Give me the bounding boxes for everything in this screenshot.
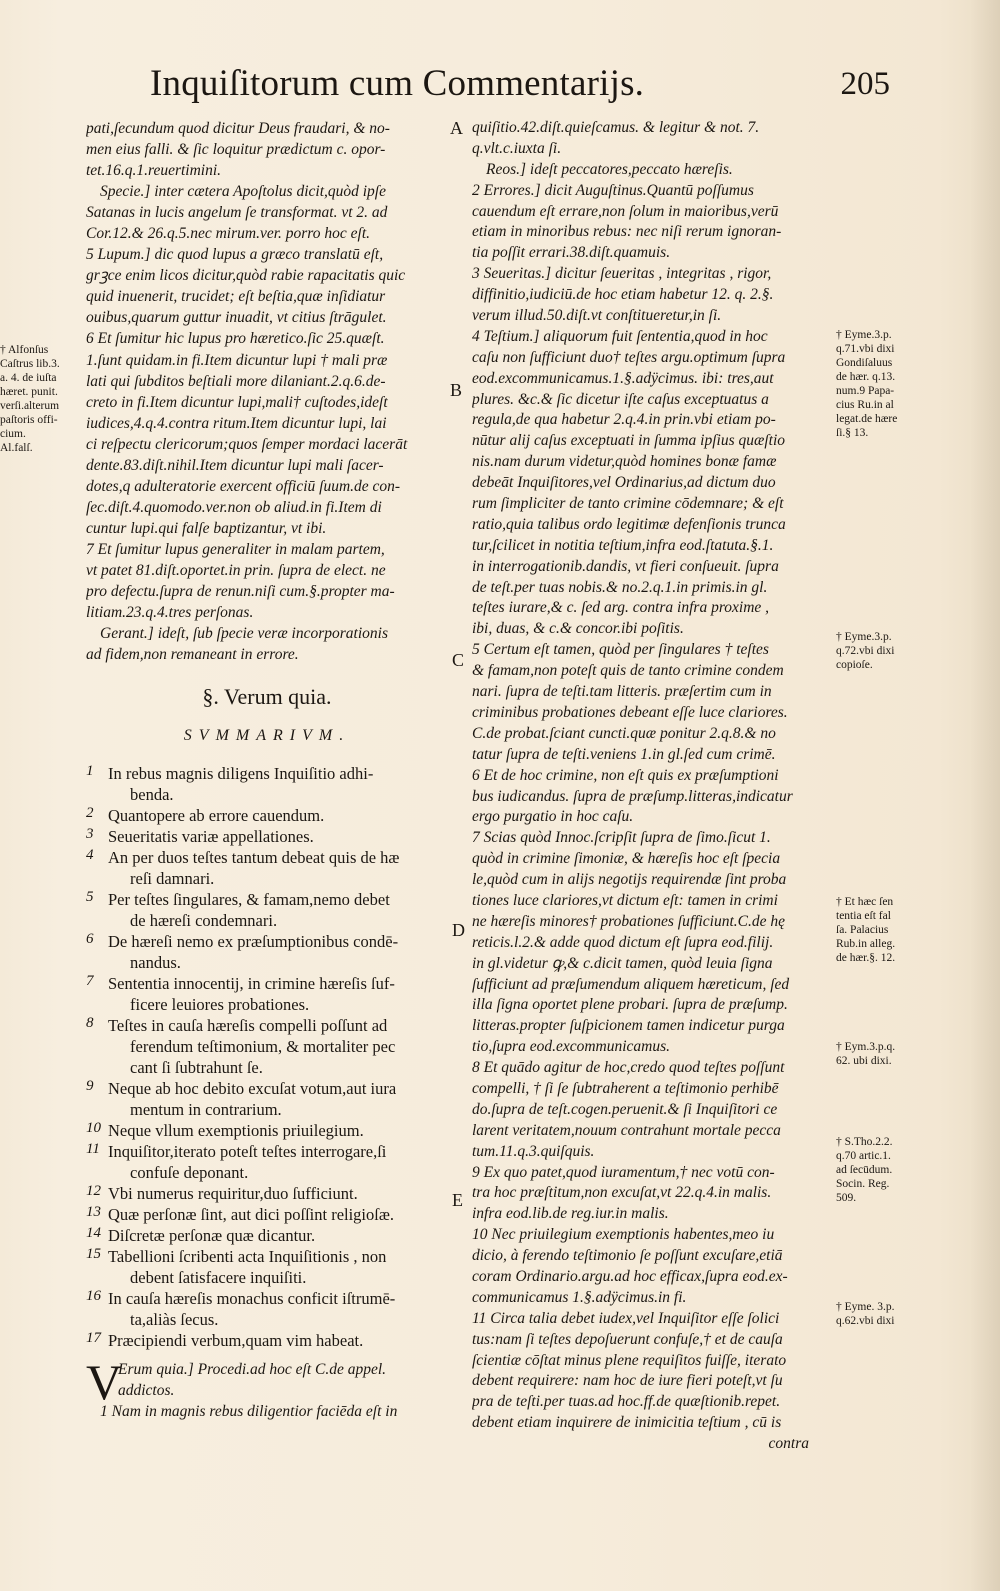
summarium-item [86, 1204, 448, 1225]
margin-note-line: Socin. Reg. [836, 1178, 890, 1190]
margin-note-line: legat.de hære [836, 413, 898, 425]
summarium-item-text: Teſtes in cauſa hæreſis compelli poſſunt ad [108, 1016, 388, 1036]
margin-note-line: † Et hæc ſen [836, 896, 894, 908]
commentary-line: creto in fi.Item dicuntur lupi,mali† cuſtodes,ideſt [86, 393, 388, 411]
summarium-item [86, 973, 448, 1015]
summarium-item-number: 4 [86, 847, 94, 864]
commentary-line: tatur ſupra de teſti.veniens 1.in gl.ſed cum crimē. [472, 745, 776, 763]
commentary-line: pro defectu.ſupra de renun.niſi cum.§.propter ma- [86, 583, 395, 601]
summarium-item-number: 11 [86, 1141, 100, 1158]
margin-note-line: ſa. Palacius [836, 924, 889, 936]
summarium-item-number: 5 [86, 889, 94, 906]
summarium-item-text: Tabellioni ſcribenti acta Inquiſitionis , non [108, 1247, 387, 1267]
commentary-line: ouibus,quarum guttur inuadit, vt citius ſtrāgulet. [86, 309, 387, 327]
commentary-line: ſcientiæ cōſtat minus plene requiſitos fuiſſe, iterato [472, 1351, 787, 1369]
margin-note-line: † S.Tho.2.2. [836, 1136, 893, 1148]
commentary-line: 6 Et ſumitur hic lupus pro hæretico.ſic 25.quæſt. [86, 330, 385, 348]
commentary-line: dicio, à ferendo teſtimonio ſe poſſunt excuſare,etiā [472, 1247, 783, 1265]
summarium-item-text: ta,aliàs ſecus. [130, 1310, 219, 1330]
margin-note-line: ſi.§ 13. [836, 427, 869, 439]
commentary-line: q.vlt.c.iuxta ſi. [472, 139, 562, 157]
summarium-item-text: Per teſtes ſingulares, & famam,nemo debet [108, 890, 390, 910]
summarium-item-text: ferendum teſtimonium, & mortaliter pec [130, 1037, 396, 1057]
commentary-line: larent veritatem,nouum contrahunt mortale pecca [472, 1121, 781, 1139]
right-margin-note-6 [836, 1300, 894, 1328]
margin-note-line: † Eyme.3.p. [836, 329, 892, 341]
commentary-line: 7 Et ſumitur lupus generaliter in malam partem, [86, 540, 385, 558]
commentary-line: tiones luce clariores,vt dictum eſt: tamen in crimi [472, 891, 778, 909]
commentary-line: litiam.23.q.4.tres perſonas. [86, 604, 254, 622]
summarium-item-number: 2 [86, 805, 94, 822]
commentary-line: quiſitio.42.diſt.quieſcamus. & legitur & not. 7. [472, 119, 760, 136]
commentary-line: plures. &c.& ſic dicetur iſte caſus exceptuatus a [472, 390, 769, 408]
summarium-item [86, 1288, 448, 1330]
section-title: §. Verum quia. [202, 684, 332, 710]
commentary-line: coram Ordinario.argu.ad hoc efficax,ſupra eod.ex- [472, 1267, 788, 1285]
commentary-line: quid inuenerit, trucidet; eſt beſtia,quæ inſidiatur [86, 288, 386, 306]
commentary-line: reticis.l.2.& adde quod dictum eſt ſupra eod.filij. [472, 933, 774, 951]
commentary-line: Gerant.] ideſt, ſub ſpecie veræ incorporationis [100, 625, 389, 643]
commentary-line: 7 Scias quòd Innoc.ſcripſit ſupra de ſimo.ſicut 1. [472, 829, 771, 847]
commentary-line: tur,ſcilicet in notitia teſtium,infra eod.ſtatuta.§.1. [472, 536, 774, 554]
summarium-item-text: Quæ perſonæ ſint, aut dici poſſint religioſæ. [108, 1205, 394, 1225]
commentary-line: 1.ſunt quidam.in fi.Item dicuntur lupi † mali præ [86, 351, 388, 369]
commentary-line: 6 Et de hoc crimine, non eſt quis ex præſumptioni [472, 766, 779, 784]
summarium-item-text: nandus. [130, 953, 181, 973]
commentary-line: & famam,non poteſt quis de tanto crimine condem [472, 662, 784, 680]
margin-note-line: 509. [836, 1192, 857, 1204]
summarium-item-text: ficere leuiores probationes. [130, 995, 310, 1015]
summarium-item-text: de hæreſi condemnari. [130, 911, 278, 931]
margin-note-line: † Eyme. 3.p. [836, 1301, 895, 1313]
summarium-item [86, 1015, 448, 1078]
commentary-line: ſec.diſt.4.quomodo.ver.non ob aliud.in fi.Item di [86, 498, 382, 516]
summarium-item [86, 1141, 448, 1183]
summarium-item [86, 805, 448, 826]
catchword: contra [768, 1435, 809, 1453]
margin-note-line: de hær. q.13. [836, 371, 896, 383]
summarium-item [86, 1225, 448, 1246]
summarium-list [86, 763, 448, 1351]
commentary-line: teſtes iurare,& c. ſed arg. contra infra proxime , [472, 599, 770, 617]
margin-note-line: q.71.vbi dixi [836, 343, 895, 355]
commentary-line: litteras.propter ſuſpicionem tamen indicetur purga [472, 1017, 785, 1035]
commentary-line: lati qui ſubditos beſtiali more dilaniant.2.q.6.de- [86, 372, 386, 390]
commentary-line: tra hoc præſtitum,non excuſat,vt 22.q.4.in malis. [472, 1184, 772, 1202]
commentary-line: men eius falli. & ſic loquitur prædictum c. opor- [86, 141, 386, 159]
commentary-line: in interrogationib.dandis, vt fieri conſueuit. ſupra [472, 557, 779, 575]
closing-line: 1 Nam in magnis rebus diligentior faciēda eſt in [100, 1403, 398, 1421]
summarium-item-number: 10 [86, 1120, 101, 1137]
commentary-line: rum ſimpliciter de tanto crimine cōdemnare; & eſt [472, 495, 784, 513]
commentary-line: 10 Nec priuilegium exemptionis habentes,meo iu [472, 1226, 775, 1244]
running-head [150, 62, 890, 114]
margin-note-line: † Eym.3.p.q. [836, 1041, 896, 1053]
commentary-line: communicamus 1.§.adÿcimus.in fi. [472, 1288, 687, 1306]
summarium-item-text: confuſe deponant. [130, 1163, 249, 1183]
margin-note-line: cium. [0, 428, 26, 440]
commentary-line: 9 Ex quo patet,quod iuramentum,† nec votū con- [472, 1163, 775, 1181]
commentary-line: caſu non ſufficiunt duo† teſtes argu.optimum ſupra [472, 348, 786, 366]
commentary-line: ſufficiunt ad præſumendum aliquem hæreticum, ſed [472, 975, 790, 993]
commentary-line: ad fidem,non remaneant in errore. [86, 646, 299, 664]
left-column-commentary [86, 118, 448, 665]
commentary-line: Specie.] inter cætera Apoſtolus dicit,quòd ipſe [100, 183, 386, 201]
summarium-item-number: 6 [86, 931, 94, 948]
commentary-line: de teſt.per tuas nobis.& no.2.q.1.in primis.in gl. [472, 578, 768, 596]
margin-note-line: de hær.§. 12. [836, 952, 896, 964]
summarium-item [86, 1330, 448, 1351]
commentary-line: C.de probat.ſciant cuncti.quæ ponitur 2.q.8.& no [472, 724, 776, 742]
margin-note-line: Al.falſ. [0, 442, 33, 454]
margin-note-line: verſi.alterum [0, 400, 60, 412]
commentary-line: debeāt Inquiſitores,vel Ordinarius,ad dictum duo [472, 474, 776, 492]
commentary-line: Reos.] ideſt peccatores,peccato hæreſis. [486, 160, 733, 178]
summarium-item-text: In rebus magnis diligens Inquiſitio adhi- [108, 764, 374, 784]
commentary-line: quòd in crimine ſimoniæ, & hæreſis hoc eſt ſpecia [472, 850, 781, 868]
commentary-line: Satanas in lucis angelum ſe transformat. vt 2. ad [86, 204, 388, 222]
summarium-item-number: 8 [86, 1015, 94, 1032]
commentary-line: eod.excommunicamus.1.§.adÿcimus. ibi: tres,aut [472, 369, 774, 387]
margin-note-line: q.72.vbi dixi [836, 645, 895, 657]
commentary-line: nūtur alij caſus exceptuati in ſumma ipſius quæſtio [472, 432, 785, 450]
margin-note-line: hæret. punit. [0, 386, 58, 398]
right-margin-note-1 [836, 328, 897, 440]
summarium-item-number: 1 [86, 763, 94, 780]
commentary-line: ergo purgatio in hoc caſu. [472, 808, 634, 826]
page-edge-shadow [970, 0, 1000, 1591]
commentary-line: debent requirere: nam hoc de iure fieri poteſt,vt ſu [472, 1372, 783, 1390]
commentary-line: vt patet 81.diſt.oportet.in prin. ſupra de elect. ne [86, 561, 386, 579]
right-column-commentary [472, 118, 829, 1434]
summarium-item-text: cant ſi ſubtrahunt ſe. [130, 1058, 263, 1078]
right-margin-note-2 [836, 630, 894, 672]
commentary-line: infra eod.lib.de reg.iur.in malis. [472, 1205, 669, 1223]
running-title: Inquiſitorum cum Commentarijs. [150, 63, 645, 104]
summarium-item [86, 931, 448, 973]
commentary-line: ne hæreſis minores† probationes ſufficiunt.C.de hę [472, 912, 785, 930]
summarium-item-text: mentum in contrarium. [130, 1100, 282, 1120]
commentary-line: verum illud.50.diſt.vt conſtitueretur,in ſi. [472, 307, 722, 325]
drop-cap: V [86, 1354, 123, 1411]
summarium-item-text: Inquiſitor,iterato poteſt teſtes interrogare,ſi [108, 1142, 387, 1162]
commentary-line: 5 Certum eſt tamen, quòd per ſingulares † teſtes [472, 641, 769, 659]
commentary-line: iudices,4.q.4.contra ritum.Item dicuntur lupi, lai [86, 414, 387, 432]
commentary-line: debent etiam inquirere de inimicitia teſtium , cū is [472, 1414, 782, 1432]
commentary-line: bus iudicandus. ſupra de præſump.litteras,indicatur [472, 787, 793, 805]
summarium-item-text: An per duos teſtes tantum debeat quis de hæ [108, 848, 400, 868]
summarium-item-text: De hæreſi nemo ex præſumptionibus condē- [108, 932, 399, 952]
margin-letter-c: C [452, 650, 465, 670]
summarium-item-text: debent ſatisfacere inquiſiti. [130, 1268, 307, 1288]
margin-letter-b: B [450, 380, 463, 400]
summarium-item [86, 847, 448, 889]
summarium-item-number: 3 [86, 826, 94, 843]
margin-note-line: cius Ru.in al [836, 399, 894, 411]
summarium-item [86, 889, 448, 931]
margin-note-line: num.9 Papa- [836, 385, 895, 397]
commentary-line: grꝫce enim licos dicitur,quòd rabie rapacitatis quic [86, 267, 406, 285]
right-column [472, 118, 829, 1455]
commentary-line: Cor.12.& 26.q.5.nec mirum.ver. porro hoc eſt. [86, 225, 371, 243]
commentary-line: tet.16.q.1.reuertimini. [86, 162, 222, 180]
margin-note-line: ad ſecūdum. [836, 1164, 893, 1176]
summarium-item-number: 15 [86, 1246, 101, 1263]
commentary-line: 3 Seueritas.] dicitur ſeueritas , integritas , rigor, [472, 265, 772, 283]
summarium-item-text: Diſcretæ perſonæ quæ dicantur. [108, 1226, 316, 1246]
commentary-line: ratio,quia talibus ordo legitimæ defenſionis trunca [472, 515, 786, 533]
summarium-item [86, 763, 448, 805]
summarium-item-number: 7 [86, 973, 94, 990]
right-margin-note-3 [836, 895, 895, 965]
summarium-item [86, 826, 448, 847]
commentary-line: tio,ſupra eod.excommunicamus. [472, 1038, 671, 1056]
summarium-item-text: Neque ab hoc debito excuſat votum,aut iura [108, 1079, 397, 1099]
margin-note-line: Rub.in alleg. [836, 938, 896, 950]
summarium-item [86, 1120, 448, 1141]
margin-note-line: tentia eſt fal [836, 910, 891, 922]
right-margin-note-5 [836, 1135, 893, 1205]
margin-note-line: † Alfonſus [0, 344, 49, 356]
summarium-item-text: Seueritatis variæ appellationes. [108, 827, 314, 847]
closing-line: Erum quia.] Procedi.ad hoc eſt C.de appel. [118, 1361, 387, 1379]
commentary-line: le,quòd cum in alijs negotijs requirendæ ſint proba [472, 871, 787, 889]
summarium-item-text: benda. [130, 785, 174, 805]
commentary-line: nis.nam durum videtur,quòd homines bonæ famæ [472, 453, 777, 471]
summarium-item-number: 16 [86, 1288, 101, 1305]
commentary-line: 4 Teſtium.] aliquorum fuit ſententia,quod in hoc [472, 327, 768, 345]
commentary-line: 11 Circa talia debet iudex,vel Inquiſitor eſſe ſolici [472, 1309, 780, 1327]
commentary-line: in gl.videtur ꝙ,& c.dicit tamen, quòd leuia ſigna [472, 954, 773, 972]
commentary-line: tia poſſit errari.38.diſt.quamuis. [472, 244, 671, 262]
margin-letter-a: A [450, 118, 463, 138]
margin-note-line: Gondiſaluus [836, 357, 893, 369]
margin-note-line: q.62.vbi dixi [836, 1315, 895, 1327]
commentary-line: 2 Errores.] dicit Auguſtinus.Quantū poſſumus [472, 181, 754, 199]
margin-note-line: paſtoris offi- [0, 414, 58, 426]
commentary-line: nari. ſupra de teſti.tam litteris. præſertim cum in [472, 683, 772, 701]
summarium-item-text: Sententia innocentij, in crimine hæreſis ſuf- [108, 974, 395, 994]
summarium-item-text: In cauſa hæreſis monachus conficit iſtrumē- [108, 1289, 396, 1309]
commentary-line: pra de teſti.per tuas.ad hoc.ff.de quæſtionib.repet. [472, 1393, 781, 1411]
margin-note-line: a. 4. de iuſta [0, 372, 57, 384]
summarium-item-number: 17 [86, 1330, 101, 1347]
summarium-item-number: 12 [86, 1183, 101, 1200]
commentary-line: do.ſupra de teſt.cogen.peruenit.& ſi Inquiſitori ce [472, 1100, 778, 1118]
summarium-item-number: 14 [86, 1225, 101, 1242]
summarium-item-text: Vbi numerus requiritur,duo ſufficiunt. [108, 1184, 358, 1204]
commentary-line: 5 Lupum.] dic quod lupus a græco translatū eſt, [86, 246, 384, 264]
margin-note-line: 62. ubi dixi. [836, 1055, 892, 1067]
commentary-line: tum.11.q.3.quiſquis. [472, 1142, 595, 1160]
left-margin-note [0, 343, 60, 455]
commentary-line: ibi, duas, & c.& concor.ibi poſitis. [472, 620, 684, 638]
summarium-item-text: Quantopere ab errore cauendum. [108, 806, 325, 826]
commentary-line: cuntur lupi.qui falſe baptizantur, vt ibi. [86, 519, 327, 537]
closing-line: addictos. [118, 1382, 175, 1400]
summarium-item-text: Neque vllum exemptionis priuilegium. [108, 1121, 364, 1141]
margin-letter-e: E [452, 1190, 463, 1210]
summarium-item [86, 1246, 448, 1288]
commentary-line: 8 Et quādo agitur de hoc,credo quod teſtes poſſunt [472, 1059, 785, 1077]
summarium-item-number: 9 [86, 1078, 94, 1095]
commentary-line: dente.83.diſt.nihil.Item dicuntur lupi mali ſacer- [86, 456, 384, 474]
commentary-line: illa ſigna oportet plene probari. ſupra de præſump. [472, 996, 788, 1014]
commentary-line: tus:nam ſi teſtes depoſuerunt confuſe,† et de cauſa [472, 1330, 783, 1348]
commentary-line: pati,ſecundum quod dicitur Deus fraudari, & no- [86, 120, 390, 137]
left-column [86, 118, 448, 1422]
summarium-item-number: 13 [86, 1204, 101, 1221]
summarium-item [86, 1183, 448, 1204]
commentary-line: ci reſpectu clericorum;quos ſemper mordaci lacerāt [86, 435, 408, 453]
closing-paragraph [86, 1354, 448, 1422]
margin-note-line: q.70 artic.1. [836, 1150, 891, 1162]
margin-note-line: copioſe. [836, 659, 873, 671]
commentary-line: etiam in minoribus rebus: nec niſi rerum ignoran- [472, 223, 782, 241]
commentary-line: regula,de qua habetur 2.q.4.in prin.vbi etiam po- [472, 411, 776, 429]
margin-note-line: † Eyme.3.p. [836, 631, 892, 643]
commentary-line: compelli, † ſi ſe ſubtraherent a teſtimonio perhibē [472, 1079, 779, 1097]
commentary-line: diffinitio,iudiciū.de hoc etiam habetur 12. q. 2.§. [472, 286, 774, 304]
commentary-line: criminibus probationes debeant eſſe luce clariores. [472, 703, 788, 721]
summarium-heading: SVMMARIVM. [183, 727, 351, 745]
margin-note-line: Caſtrus lib.3. [0, 358, 60, 370]
commentary-line: cauendum eſt errare,non ſolum in maioribus,verū [472, 202, 779, 220]
right-margin-note-4 [836, 1040, 895, 1068]
summarium-item-text: Præcipiendi verbum,quam vim habeat. [108, 1331, 364, 1351]
commentary-line: dotes,q adulteratorie exercent officiū ſuum.de con- [86, 477, 401, 495]
summarium-item [86, 1078, 448, 1120]
page-number: 205 [840, 66, 890, 102]
margin-letter-d: D [452, 920, 465, 940]
summarium-item-text: reſi damnari. [130, 869, 215, 889]
